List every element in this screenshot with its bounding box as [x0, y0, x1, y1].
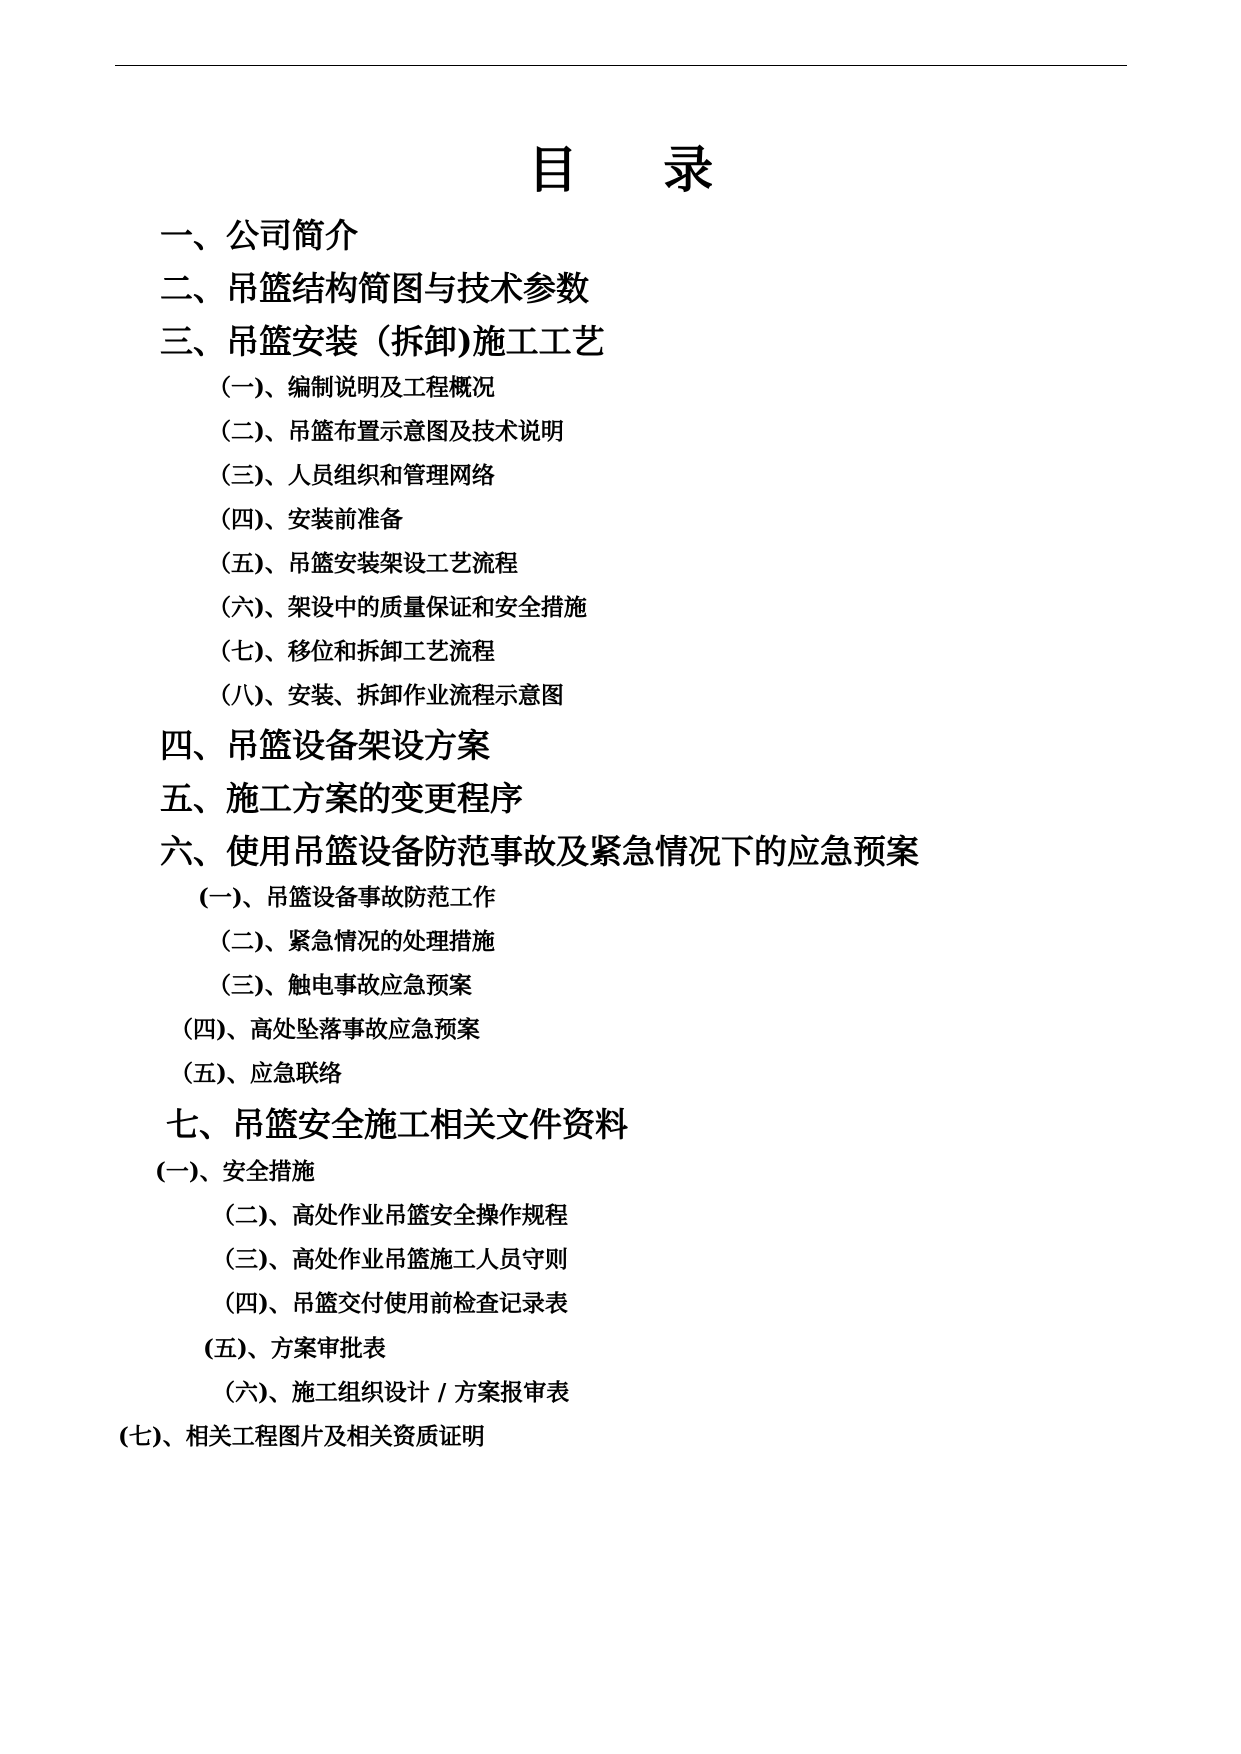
toc-subsection-3-1: （一)、编制说明及工程概况	[208, 374, 495, 401]
toc-subsection-6-5: （五)、应急联络	[170, 1060, 342, 1087]
toc-subsection-6-1: (一)、吊篮设备事故防范工作	[198, 884, 496, 911]
toc-subsection-3-6: （六)、架设中的质量保证和安全措施	[208, 594, 587, 621]
toc-subsection-3-7: （七)、移位和拆卸工艺流程	[208, 638, 495, 665]
toc-subsection-3-2: （二)、吊篮布置示意图及技术说明	[208, 418, 564, 445]
toc-subsection-7-2: （二)、高处作业吊篮安全操作规程	[212, 1202, 568, 1229]
toc-subsection-7-7: (七)、相关工程图片及相关资质证明	[118, 1423, 485, 1450]
toc-section-4: 四、吊篮设备架设方案	[160, 726, 490, 765]
toc-subsection-3-4: （四)、安装前准备	[208, 506, 403, 533]
toc-subsection-7-6: （六)、施工组织设计 / 方案报审表	[212, 1379, 570, 1406]
toc-subsection-3-5: （五)、吊篮安装架设工艺流程	[208, 550, 518, 577]
toc-section-7: 七、吊篮安全施工相关文件资料	[166, 1105, 628, 1144]
toc-subsection-7-1: (一)、安全措施	[155, 1158, 315, 1185]
toc-subsection-6-4: （四)、高处坠落事故应急预案	[170, 1016, 480, 1043]
toc-subsection-3-8: （八)、安装、拆卸作业流程示意图	[208, 682, 564, 709]
toc-subsection-3-3: （三)、人员组织和管理网络	[208, 462, 495, 489]
toc-section-1: 一、公司简介	[160, 216, 358, 255]
toc-section-2: 二、吊篮结构简图与技术参数	[160, 269, 589, 308]
toc-section-6: 六、使用吊篮设备防范事故及紧急情况下的应急预案	[160, 832, 919, 871]
toc-subsection-7-4: （四)、吊篮交付使用前检查记录表	[212, 1290, 568, 1317]
toc-subsection-7-3: （三)、高处作业吊篮施工人员守则	[212, 1246, 568, 1273]
toc-subsection-7-5: (五)、方案审批表	[203, 1335, 386, 1362]
toc-subsection-6-3: （三)、触电事故应急预案	[208, 972, 472, 999]
page-title: 目 录	[527, 140, 748, 199]
toc-section-5: 五、施工方案的变更程序	[160, 779, 523, 818]
header-rule	[115, 65, 1127, 66]
toc-section-3: 三、吊篮安装（拆卸)施工工艺	[160, 322, 605, 361]
toc-subsection-6-2: （二)、紧急情况的处理措施	[208, 928, 495, 955]
